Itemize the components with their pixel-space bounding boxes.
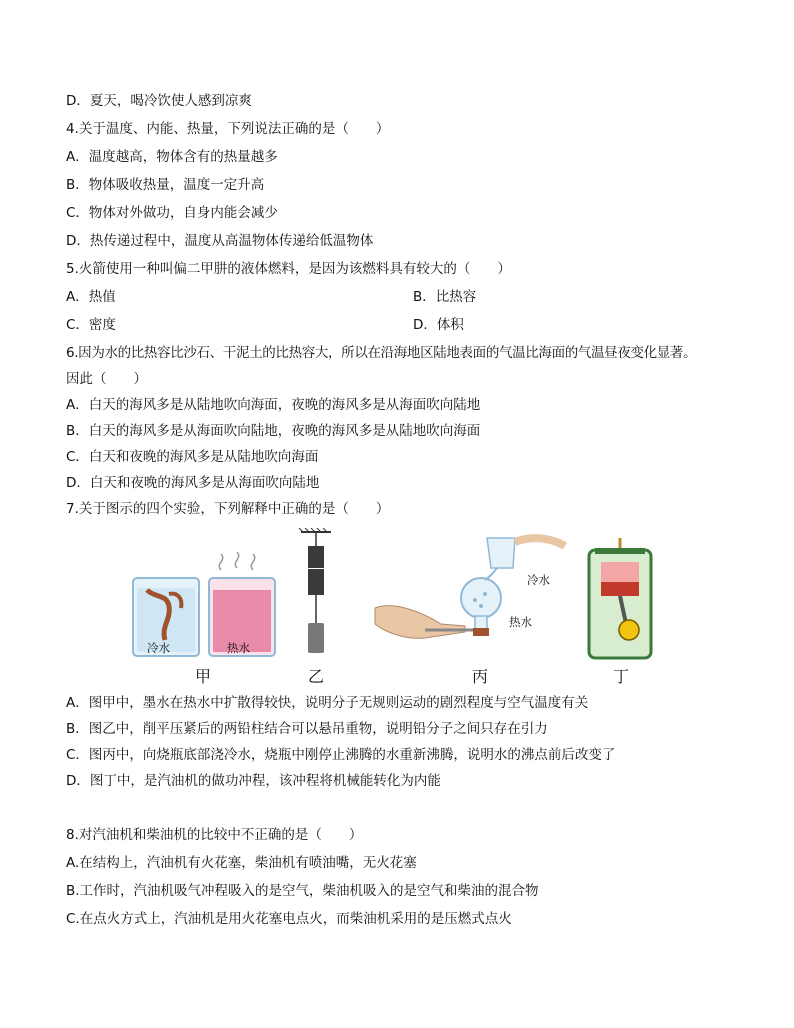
label-cold-water: 冷水 <box>147 641 170 655</box>
lead-cylinders <box>299 528 331 653</box>
q7-option-d: D．图丁中，是汽油机的做功冲程，该冲程将机械能转化为内能 <box>66 773 441 789</box>
q6-stem-line1: 6.因为水的比热容比沙石、干泥土的比热容大，所以在沿海地区陆地表面的气温比海面的气温昼夜变化显著。 <box>66 345 697 361</box>
q6-stem-line2: 因此（ ） <box>66 371 147 387</box>
q8-option-b: B.工作时，汽油机吸气冲程吸入的是空气，柴油机吸入的是空气和柴油的混合物 <box>66 883 539 899</box>
figure-label-yi: 乙 <box>308 667 325 686</box>
label-hot-water: 热水 <box>227 641 250 655</box>
label-hot-water-2: 热水 <box>509 615 532 629</box>
q4-option-d: D．热传递过程中，温度从高温物体传递给低温物体 <box>66 233 374 249</box>
q4-option-a: A．温度越高，物体含有的热量越多 <box>66 149 278 165</box>
q4-option-c: C．物体对外做功，自身内能会减少 <box>66 205 278 221</box>
figure-label-bing: 丙 <box>472 667 489 686</box>
q6-option-b: B．白天的海风多是从海面吹向陆地，夜晚的海风多是从陆地吹向海面 <box>66 423 481 439</box>
figure-label-ding: 丁 <box>613 667 630 686</box>
q7-figure <box>125 528 665 690</box>
q5-stem: 5.火箭使用一种叫偏二甲肼的液体燃料，是因为该燃料具有较大的（ ） <box>66 261 511 277</box>
q5-option-a: A．热值 <box>66 289 116 305</box>
q5-option-d: D．体积 <box>413 317 464 333</box>
q6-option-d: D．白天和夜晚的海风多是从海面吹向陆地 <box>66 475 320 491</box>
q7-option-a: A．图甲中，墨水在热水中扩散得较快，说明分子无规则运动的剧烈程度与空气温度有关 <box>66 695 589 711</box>
q7-option-c: C．图丙中，向烧瓶底部浇冷水，烧瓶中刚停止沸腾的水重新沸腾，说明水的沸点前后改变了 <box>66 747 616 763</box>
q3-option-d: D．夏天，喝冷饮使人感到凉爽 <box>66 93 252 109</box>
figure-label-jia: 甲 <box>195 667 212 686</box>
q8-option-c: C.在点火方式上，汽油机是用火花塞电点火，而柴油机采用的是压燃式点火 <box>66 911 512 927</box>
engine-cylinder <box>589 538 651 658</box>
q8-option-a: A.在结构上，汽油机有火花塞，柴油机有喷油嘴，无火花塞 <box>66 855 417 871</box>
label-cold-water-2: 冷水 <box>527 573 550 587</box>
q8-stem: 8.对汽油机和柴油机的比较中不正确的是（ ） <box>66 827 363 843</box>
q4-stem: 4.关于温度、内能、热量，下列说法正确的是（ ） <box>66 121 390 137</box>
q5-option-c: C．密度 <box>66 317 116 333</box>
q4-option-b: B．物体吸收热量，温度一定升高 <box>66 177 265 193</box>
flask-experiment <box>375 538 565 638</box>
q7-option-b: B．图乙中，削平压紧后的两铅柱结合可以悬吊重物，说明铅分子之间只存在引力 <box>66 721 548 737</box>
q5-option-b: B．比热容 <box>413 289 477 305</box>
q7-stem: 7.关于图示的四个实验，下列解释中正确的是（ ） <box>66 501 390 517</box>
q6-option-c: C．白天和夜晚的海风多是从陆地吹向海面 <box>66 449 319 465</box>
q6-option-a: A．白天的海风多是从陆地吹向海面，夜晚的海风多是从海面吹向陆地 <box>66 397 481 413</box>
